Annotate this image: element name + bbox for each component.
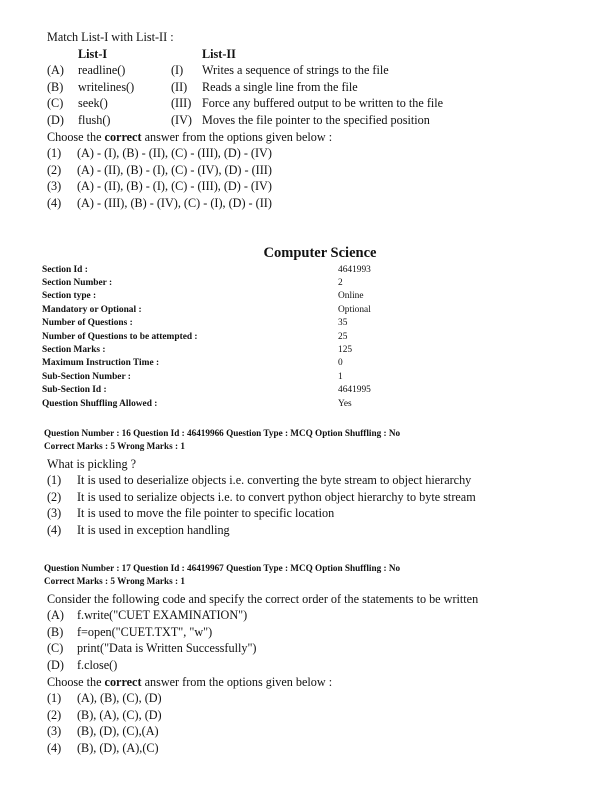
match-desc: Force any buffered output to be written to the file	[202, 96, 444, 111]
meta-value: 4641993	[338, 264, 371, 275]
match-row	[0, 112, 612, 129]
answer-option[interactable]	[0, 723, 612, 740]
meta-key: Mandatory or Optional :	[42, 304, 142, 315]
meta-value: 25	[338, 331, 348, 342]
match-row	[0, 79, 612, 96]
match-roman: (III)	[171, 96, 192, 111]
answer-option[interactable]	[0, 489, 612, 506]
option-text: (B), (D), (C),(A)	[77, 724, 159, 739]
option-number: (4)	[47, 740, 62, 755]
question-17-block	[0, 562, 612, 757]
choose-bold: correct	[104, 674, 142, 689]
code-statement	[0, 607, 612, 624]
statement-text: print("Data is Written Successfully")	[77, 641, 257, 656]
meta-row	[0, 276, 371, 289]
match-roman: (IV)	[171, 112, 192, 127]
option-text: It is used to serialize objects i.e. to convert python object hierarchy to byte stream	[77, 489, 476, 504]
option-number: (3)	[47, 179, 62, 194]
q15-intro: Match List-I with List-II :	[47, 30, 174, 44]
code-statement	[0, 624, 612, 641]
option-number: (2)	[47, 162, 62, 177]
meta-key: Section Id :	[42, 264, 88, 275]
answer-option[interactable]	[0, 740, 612, 757]
meta-key: Number of Questions to be attempted :	[42, 331, 198, 342]
q16-header-line-1: Question Number : 16 Question Id : 46419966 Question Type : MCQ Option Shuffling : No	[44, 428, 401, 438]
q17-question-text: Consider the following code and specify the correct order of the statements to be written	[47, 591, 479, 606]
option-number: (1)	[47, 146, 62, 161]
statement-label: (A)	[47, 608, 64, 623]
meta-row	[0, 357, 371, 370]
list-1-header: List-I	[78, 46, 108, 61]
q17-header-line-2: Correct Marks : 5 Wrong Marks : 1	[44, 575, 185, 586]
option-text: (A) - (III), (B) - (IV), (C) - (I), (D) - (II)	[77, 195, 272, 210]
meta-value: Optional	[338, 304, 371, 315]
answer-option[interactable]	[0, 690, 612, 707]
match-item: readline()	[78, 63, 126, 78]
code-statement	[0, 657, 612, 674]
meta-key: Sub-Section Id :	[42, 385, 107, 396]
option-number: (2)	[47, 707, 62, 722]
meta-key: Maximum Instruction Time :	[42, 358, 160, 369]
question-15-block	[0, 29, 612, 212]
choose-prefix: Choose the	[47, 129, 105, 144]
meta-key: Number of Questions :	[42, 318, 133, 329]
option-text: It is used to deserialize objects i.e. converting the byte stream to object hierarchy	[77, 473, 472, 488]
option-number: (4)	[47, 522, 62, 537]
meta-row	[0, 263, 371, 276]
statement-label: (C)	[47, 641, 64, 656]
match-label: (A)	[47, 63, 64, 78]
statement-text: f.write("CUET EXAMINATION")	[77, 608, 248, 623]
option-number: (4)	[47, 195, 62, 210]
statement-text: f.close()	[77, 657, 118, 672]
q15-list-headers	[0, 46, 612, 63]
meta-key: Sub-Section Number :	[42, 371, 131, 382]
meta-row	[0, 370, 371, 383]
match-item: writelines()	[78, 79, 135, 94]
match-roman: (I)	[171, 63, 184, 78]
option-text: It is used in exception handling	[77, 522, 230, 537]
choose-suffix: answer from the options given below :	[141, 129, 333, 144]
statement-text: f=open("CUET.TXT", "w")	[77, 624, 213, 639]
q16-question-text: What is pickling ?	[47, 456, 137, 471]
statement-label: (B)	[47, 624, 64, 639]
option-text: (B), (D), (A),(C)	[77, 740, 159, 755]
match-roman: (II)	[171, 79, 188, 94]
statement-label: (D)	[47, 657, 64, 672]
meta-row	[0, 397, 371, 410]
answer-option[interactable]	[0, 195, 612, 212]
q16-header-line-2: Correct Marks : 5 Wrong Marks : 1	[44, 440, 185, 451]
meta-key: Question Shuffling Allowed :	[42, 398, 158, 409]
choose-prefix: Choose the	[47, 674, 105, 689]
meta-row	[0, 384, 371, 397]
answer-option[interactable]	[0, 162, 612, 179]
match-item: flush()	[78, 112, 111, 127]
choose-bold: correct	[104, 129, 142, 144]
option-number: (3)	[47, 724, 62, 739]
option-text: (A) - (II), (B) - (I), (C) - (III), (D) - (IV)	[77, 179, 272, 194]
option-text: (A), (B), (C), (D)	[77, 691, 162, 706]
option-text: (A) - (I), (B) - (II), (C) - (III), (D) - (IV)	[77, 146, 272, 161]
question-16-block	[0, 427, 612, 539]
meta-value: 0	[338, 358, 343, 369]
meta-value: 1	[338, 371, 343, 382]
option-number: (2)	[47, 489, 62, 504]
match-label: (C)	[47, 96, 64, 111]
section-title: Computer Science	[263, 245, 377, 261]
meta-row	[0, 343, 371, 356]
match-row	[0, 62, 612, 79]
option-number: (1)	[47, 473, 62, 488]
answer-option[interactable]	[0, 707, 612, 724]
meta-value: Online	[338, 291, 364, 302]
meta-value: 4641995	[338, 385, 371, 396]
q17-choose-instruction	[0, 674, 612, 691]
match-item: seek()	[78, 96, 108, 111]
meta-value: 2	[338, 278, 343, 289]
match-desc: Reads a single line from the file	[202, 79, 358, 94]
match-desc: Writes a sequence of strings to the file	[202, 63, 389, 78]
answer-option[interactable]	[0, 522, 612, 539]
meta-key: Section Marks :	[42, 345, 106, 356]
answer-option[interactable]	[0, 145, 612, 162]
option-text: It is used to move the file pointer to specific location	[77, 506, 335, 521]
meta-value: 35	[338, 318, 348, 329]
q17-header-line-1: Question Number : 17 Question Id : 46419967 Question Type : MCQ Option Shuffling : No	[44, 563, 401, 573]
meta-row	[0, 303, 371, 316]
option-number: (1)	[47, 691, 62, 706]
section-meta-table	[0, 263, 371, 410]
meta-key: Section Number :	[42, 278, 113, 289]
meta-row	[0, 290, 371, 303]
meta-row	[0, 317, 371, 330]
meta-value: Yes	[338, 398, 352, 409]
option-text: (B), (A), (C), (D)	[77, 707, 162, 722]
q15-choose-instruction	[0, 129, 612, 146]
match-label: (B)	[47, 79, 64, 94]
meta-value: 125	[338, 345, 353, 356]
option-text: (A) - (II), (B) - (I), (C) - (IV), (D) - (III)	[77, 162, 272, 177]
choose-suffix: answer from the options given below :	[141, 674, 333, 689]
match-row	[0, 95, 612, 112]
option-number: (3)	[47, 506, 62, 521]
meta-key: Section type :	[42, 291, 97, 302]
meta-row	[0, 330, 371, 343]
match-desc: Moves the file pointer to the specified position	[202, 112, 430, 127]
answer-option[interactable]	[0, 505, 612, 522]
list-2-header: List-II	[202, 46, 236, 61]
match-label: (D)	[47, 112, 64, 127]
answer-option[interactable]	[0, 472, 612, 489]
answer-option[interactable]	[0, 178, 612, 195]
code-statement	[0, 640, 612, 657]
